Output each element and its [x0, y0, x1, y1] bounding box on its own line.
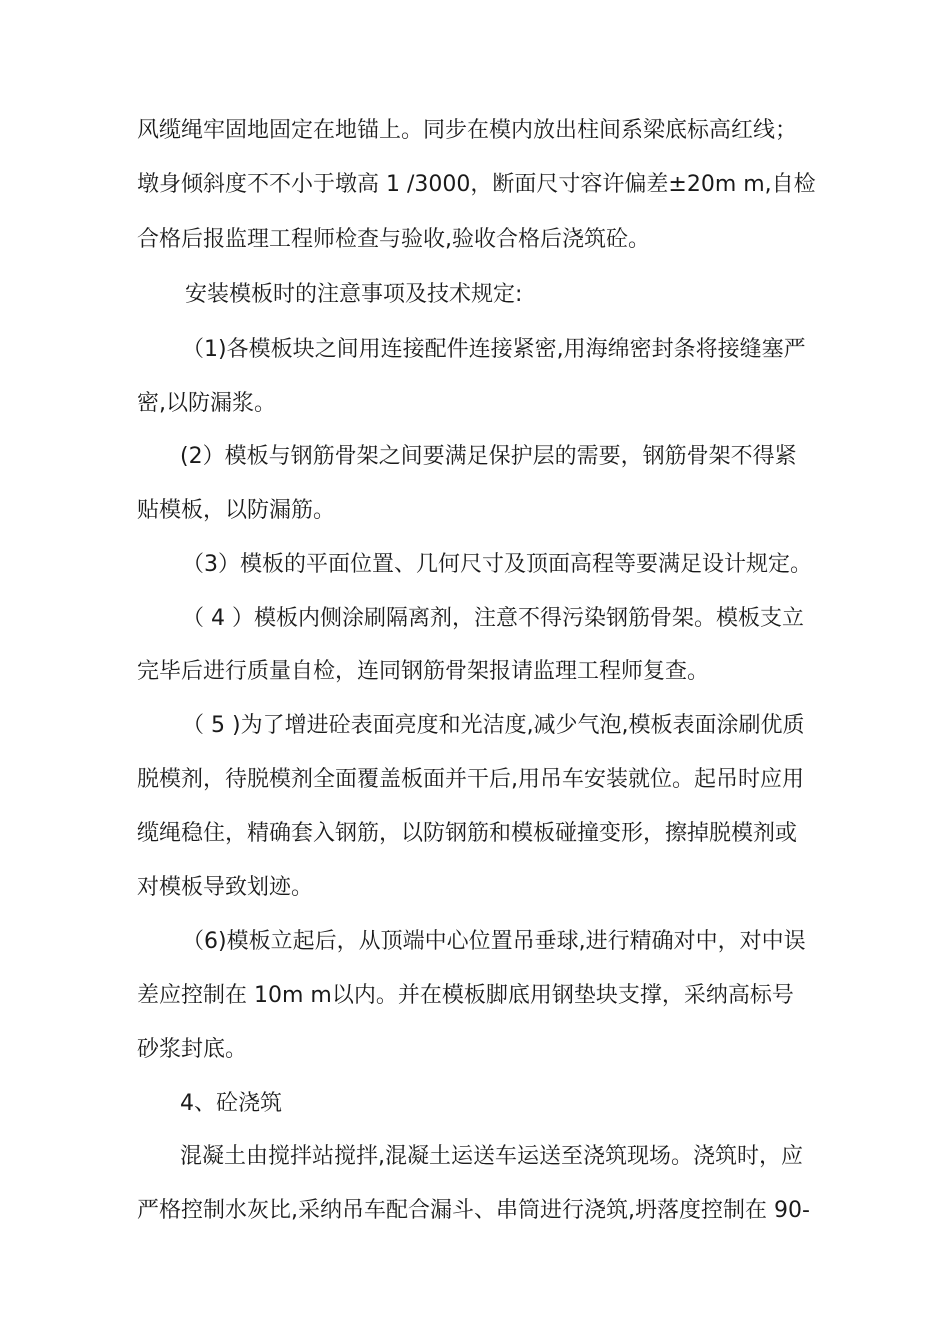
text-line: （6)模板立起后，从顶端中心位置吊垂球,进行精确对中，对中误 [182, 929, 806, 954]
section-heading: 4、砼浇筑 [180, 1091, 282, 1116]
text-line: 缆绳稳住，精确套入钢筋，以防钢筋和模板碰撞变形，擦掉脱模剂或 [137, 821, 798, 846]
text-line: 完毕后进行质量自检，连同钢筋骨架报请监理工程师复查。 [137, 659, 710, 684]
text-line: 对模板导致划迹。 [137, 875, 314, 900]
text-line: 砂浆封底。 [137, 1037, 248, 1062]
text-line: 混凝土由搅拌站搅拌,混凝土运送车运送至浇筑现场。浇筑时，应 [180, 1144, 803, 1169]
text-line: 密,以防漏浆。 [137, 391, 276, 416]
text-line: 差应控制在 10m m以内。并在模板脚底用钢垫块支撑，采纳高标号 [137, 983, 794, 1008]
text-line: 墩身倾斜度不不小于墩高 1 /3000，断面尺寸容许偏差±20m m,自检 [137, 172, 816, 197]
text-line: 脱模剂，待脱模剂全面覆盖板面并干后,用吊车安装就位。起吊时应用 [137, 767, 804, 792]
text-line: 风缆绳牢固地固定在地锚上。同步在模内放出柱间系梁底标高红线； [137, 118, 798, 143]
text-line: （ 4 ）模板内侧涂刷隔离剂，注意不得污染钢筋骨架。模板支立 [182, 606, 804, 631]
text-line: 贴模板，以防漏筋。 [137, 498, 336, 523]
text-line: （3）模板的平面位置、几何尺寸及顶面高程等要满足设计规定。 [182, 552, 812, 577]
text-line: （ 5 )为了增进砼表面亮度和光洁度,减少气泡,模板表面涂刷优质 [182, 713, 805, 738]
text-line: （1)各模板块之间用连接配件连接紧密,用海绵密封条将接缝塞严 [182, 337, 806, 362]
text-line: 合格后报监理工程师检查与验收,验收合格后浇筑砼。 [137, 227, 650, 252]
text-line: 严格控制水灰比,采纳吊车配合漏斗、串筒进行浇筑,坍落度控制在 90- [137, 1198, 810, 1223]
paragraph-heading: 安装模板时的注意事项及技术规定: [185, 282, 523, 307]
text-line: (2）模板与钢筋骨架之间要满足保护层的需要，钢筋骨架不得紧 [180, 444, 797, 469]
